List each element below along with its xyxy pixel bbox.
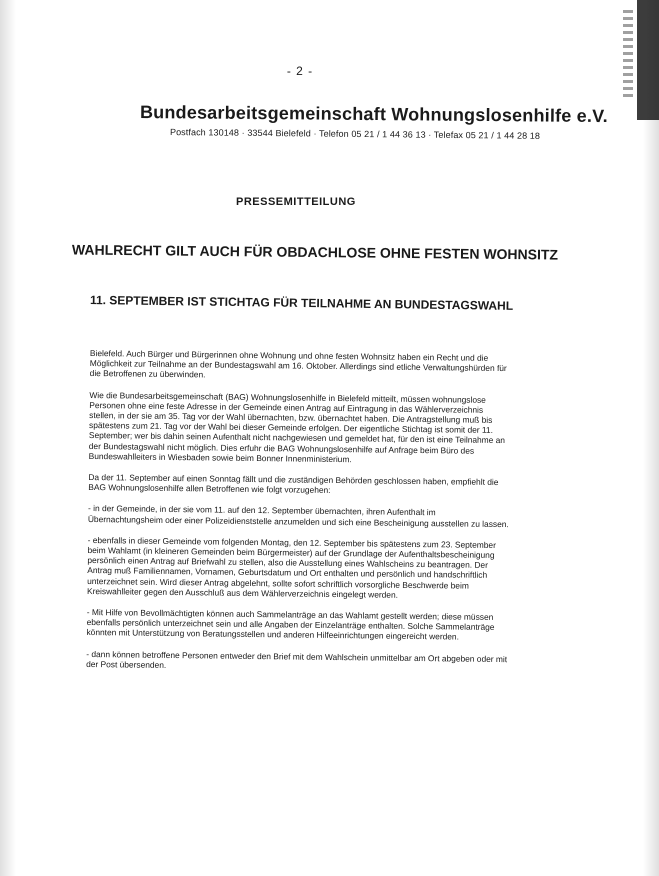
scan-shadow-right (643, 0, 659, 876)
body-text (86, 348, 512, 685)
scan-corner-mark (611, 0, 659, 120)
scan-shadow-left (0, 0, 16, 876)
list-item: - in der Gemeinde, in der sie vom 11. auf den 12. September übernachten, ihren Aufenthalt im Übernachtungsheim oder einer Polizeidienststelle anzumelden und sich eine Bescheinigung ausstellen zu lassen. (87, 503, 509, 529)
paragraph: Da der 11. September auf einen Sonntag fällt und die zuständigen Behörden geschlossen haben, empfiehlt die BAG Wohnungslosenhilfe allen Betroffenen wie folgt vorzugehen: (88, 472, 499, 496)
paragraph: Bielefeld. Auch Bürger und Bürgerinnen ohne Wohnung und ohne festen Wohnsitz haben ein Recht und die Möglichkeit zur Teilnahme an der Bundestagswahl am 16. Oktober. Allerdings sind etliche Verwaltungshürden für die Betroffenen zu überwinden. (89, 348, 507, 380)
organization-address: Postfach 130148 · 33544 Bielefeld · Telefon 05 21 / 1 44 36 13 · Telefax 05 21 / 1 44 28 18 (169, 127, 541, 141)
subheadline: 11. SEPTEMBER IST STICHTAG FÜR TEILNAHME AN BUNDESTAGSWAHL (89, 293, 514, 313)
headline: WAHLRECHT GILT AUCH FÜR OBDACHLOSE OHNE FESTEN WOHNSITZ (71, 241, 559, 263)
list-item: - dann können betroffene Personen entweder den Brief mit dem Wahlschein unmittelbar am Ort abgeben oder mit der Post übersenden. (86, 648, 508, 670)
page-number: - 2 - (286, 64, 314, 78)
paragraph: Wie die Bundesarbeitsgemeinschaft (BAG) Wohnungslosenhilfe in Bielefeld mitteilt, müssen wohnungslose Personen ohne eine feste Adresse in der Gemeinde einen Antrag auf Eintragung in das Wählerverzeichnis stellen, in der sie am 35. Tag vor der Wahl übernachten, bzw. übernachtet haben. Die Antragstellung muß bis spätestens zum 21. Tag vor der Wahl bei dieser Gemeinde erfolgen. Der eigentliche Stichtag ist somit der 11. September; wer bis dahin seinen Aufenthalt nicht nachgewiesen und gemeldet hat, für den ist eine Teilnahme an der Bundestagswahl nicht möglich. Dies erfuhr die BAG Wohnungslosenhilfe auf Anfrage beim Büro des Bundeswahlleiters in Wiesbaden sowie beim Bonner Innenministerium. (88, 389, 506, 465)
organization-name: Bundesarbeitsgemeinschaft Wohnungslosenhilfe e.V. (139, 102, 608, 127)
list-item: - ebenfalls in dieser Gemeinde vom folgenden Montag, den 12. September bis spätestens zum 23. September beim Wahlamt (in kleineren Gemeinden beim Bürgermeister) auf der Grundlage der Aufenthaltsbescheinigung persönlich einen Antrag auf Briefwahl zu stellen, also die Ausstellung eines Wahlscheins zu beantragen. Der Antrag muß Familiennamen, Vornamen, Geburtsdatum und Ort enthalten und persönlich und handschriftlich unterzeichnet sein. Wird dieser Antrag abgelehnt, sollte sofort schriftlich vorsorgliche Beschwerde beim Kreiswahlleiter gegen den Ausschluß aus dem Wählerverzeichnis eingelegt werden. (86, 534, 496, 600)
list-item: - Mit Hilfe von Bevollmächtigten können auch Sammelanträge an das Wahlamt gestellt werden; diese müssen ebenfalls persönlich unterzeichnet sein und alle Angaben der Einzelanträge enthalten. Solche Sammelanträge könnten mit Unterstützung von Beratungsstellen und anderen Hilfeeinrichtungen eingereicht werden. (86, 607, 495, 642)
press-release-label: PRESSEMITTEILUNG (236, 196, 356, 208)
